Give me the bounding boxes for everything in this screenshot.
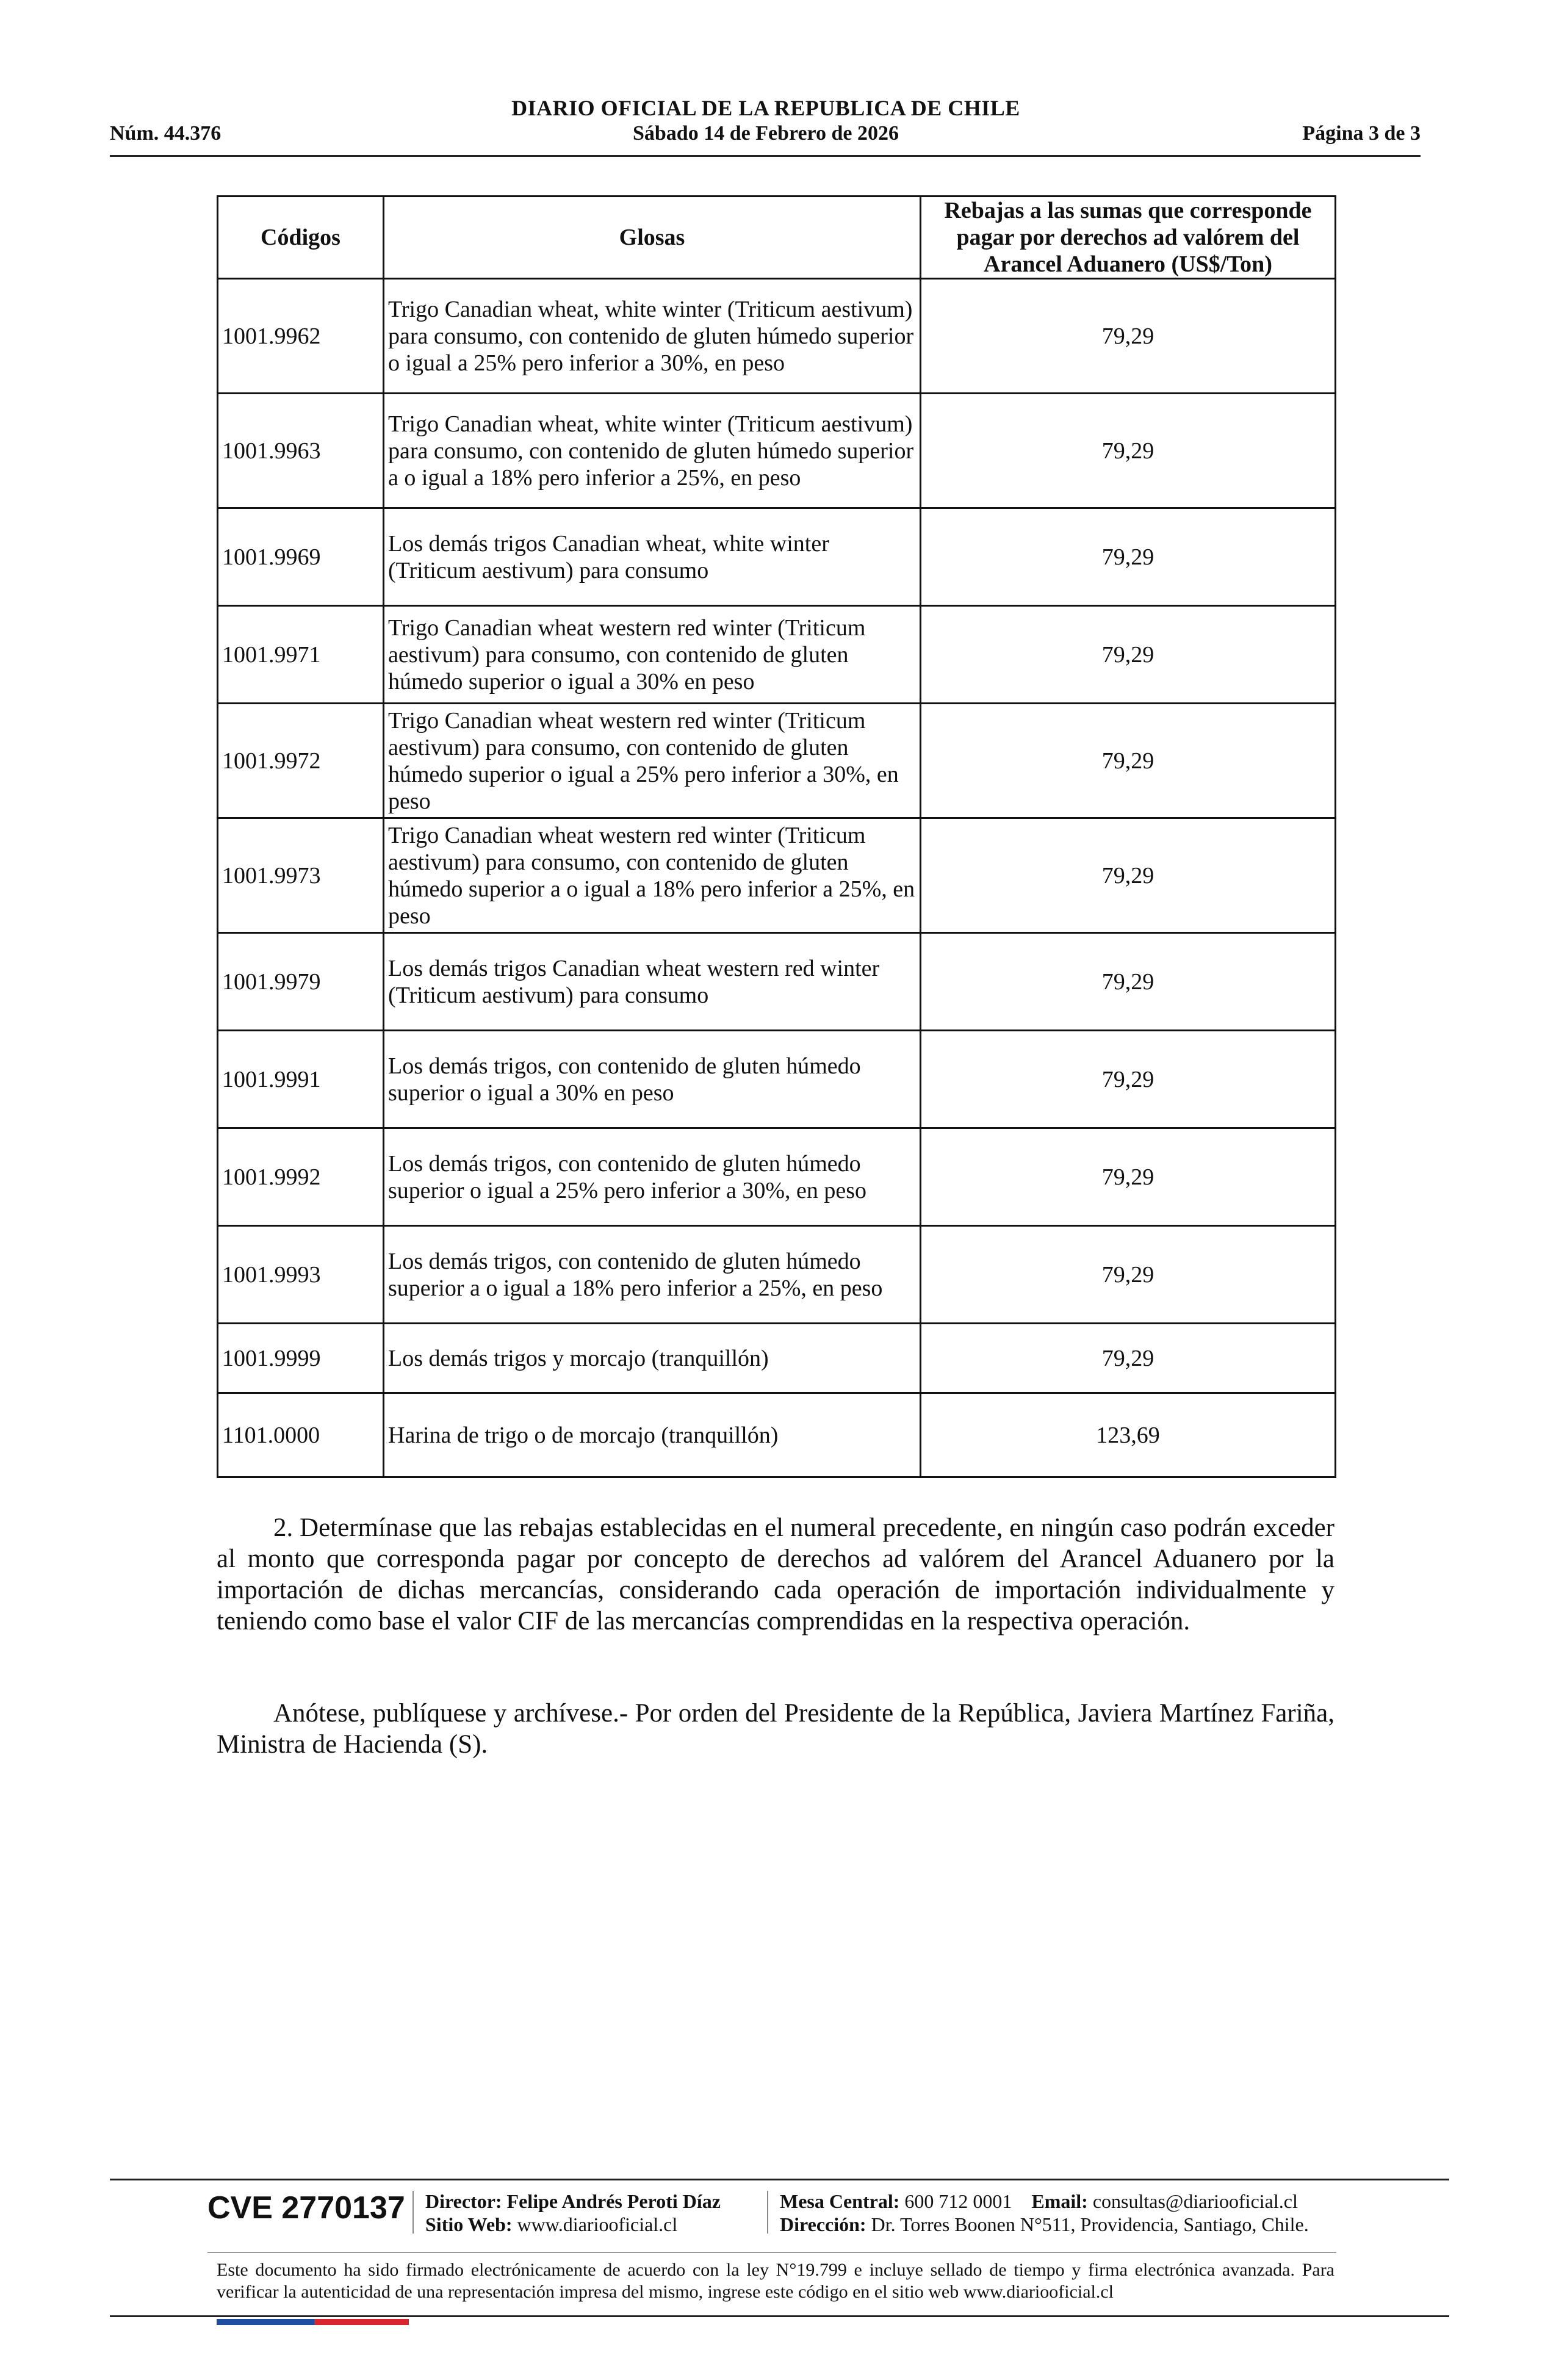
row-value: 79,29 xyxy=(921,1324,1336,1393)
director-name: Felipe Andrés Peroti Díaz xyxy=(506,2190,721,2212)
row-code: 1001.9999 xyxy=(218,1324,384,1393)
signature-note: Este documento ha sido firmado electrónicamente de acuerdo con la ley N°19.799 e incluye sellado de tiempo y firma electrónica avanzada. Para verificar la autenticidad de una representación impresa del mismo, ingrese este código en el sitio web www.diariooficial.cl xyxy=(217,2260,1334,2302)
mesa-phone: 600 712 0001 xyxy=(904,2190,1012,2212)
row-code: 1001.9971 xyxy=(218,606,384,704)
row-code: 1001.9962 xyxy=(218,279,384,394)
row-value: 79,29 xyxy=(921,933,1336,1031)
row-code: 1101.0000 xyxy=(218,1393,384,1477)
footer-separator xyxy=(412,2191,414,2234)
table-header-row xyxy=(218,197,1336,279)
paragraph-2: 2. Determínase que las rebajas establecidas en el numeral precedente, en ningún caso podrán exceder al monto que corresponda pagar por concepto de derechos ad valórem del Arancel Aduanero por la importación de dichas mercancías, considerando cada operación de importación individualmente y teniendo como base el valor CIF de las mercancías comprendidas en la respectiva operación. xyxy=(217,1513,1334,1635)
row-description: Los demás trigos, con contenido de gluten húmedo superior o igual a 25% pero inferior a 30%, en peso xyxy=(384,1128,921,1226)
footer-contact-block xyxy=(780,2190,1309,2236)
mesa-label: Mesa Central: xyxy=(780,2190,900,2212)
header-divider xyxy=(110,155,1421,157)
header-rebajas: Rebajas a las sumas que corresponde pagar por derechos ad valórem del Arancel Aduanero (US$/Ton) xyxy=(921,197,1336,279)
row-value: 79,29 xyxy=(921,394,1336,508)
row-description: Los demás trigos, con contenido de gluten húmedo superior o igual a 30% en peso xyxy=(384,1031,921,1128)
address-value: Dr. Torres Boonen N°511, Providencia, Santiago, Chile. xyxy=(871,2213,1309,2235)
email-link[interactable]: consultas@diariooficial.cl xyxy=(1092,2190,1298,2212)
cve-code: CVE 2770137 xyxy=(207,2190,405,2226)
row-description: Harina de trigo o de morcajo (tranquillón) xyxy=(384,1393,921,1477)
director-label: Director: xyxy=(425,2190,502,2212)
row-code: 1001.9972 xyxy=(218,704,384,818)
row-value: 79,29 xyxy=(921,606,1336,704)
address-label: Dirección: xyxy=(780,2213,866,2235)
table-row xyxy=(218,394,1336,508)
table-row xyxy=(218,818,1336,933)
table-row xyxy=(218,606,1336,704)
row-description: Trigo Canadian wheat, white winter (Triticum aestivum) para consumo, con contenido de gluten húmedo superior o igual a 25% pero inferior a 30%, en peso xyxy=(384,279,921,394)
site-label: Sitio Web: xyxy=(425,2213,513,2235)
table-row xyxy=(218,508,1336,606)
email-label: Email: xyxy=(1031,2190,1088,2212)
issue-number: Núm. 44.376 xyxy=(110,122,222,145)
table-row xyxy=(218,1324,1336,1393)
row-code: 1001.9973 xyxy=(218,818,384,933)
row-description: Trigo Canadian wheat, white winter (Triticum aestivum) para consumo, con contenido de gluten húmedo superior a o igual a 18% pero inferior a 25%, en peso xyxy=(384,394,921,508)
header-codes: Códigos xyxy=(218,197,384,279)
publication-title: DIARIO OFICIAL DE LA REPUBLICA DE CHILE xyxy=(511,96,1020,120)
row-description: Los demás trigos Canadian wheat western red winter (Triticum aestivum) para consumo xyxy=(384,933,921,1031)
row-description: Los demás trigos y morcajo (tranquillón) xyxy=(384,1324,921,1393)
table-row xyxy=(218,1031,1336,1128)
row-code: 1001.9979 xyxy=(218,933,384,1031)
table-row xyxy=(218,933,1336,1031)
footer-divider-bottom xyxy=(110,2315,1449,2317)
closing-paragraph: Anótese, publíquese y archívese.- Por orden del Presidente de la República, Javiera Martínez Fariña, Ministra de Hacienda (S). xyxy=(217,1699,1334,1759)
header-glosas: Glosas xyxy=(384,197,921,279)
row-code: 1001.9993 xyxy=(218,1226,384,1324)
footer-divider-middle xyxy=(207,2252,1336,2253)
table-row xyxy=(218,1393,1336,1477)
site-link[interactable]: www.diariooficial.cl xyxy=(517,2213,678,2235)
tariff-table xyxy=(217,195,1336,1478)
table-row xyxy=(218,704,1336,818)
flag-stripe-blue xyxy=(217,2319,314,2325)
row-code: 1001.9969 xyxy=(218,508,384,606)
row-value: 79,29 xyxy=(921,508,1336,606)
row-value: 79,29 xyxy=(921,279,1336,394)
issue-date: Sábado 14 de Febrero de 2026 xyxy=(632,122,899,145)
row-value: 79,29 xyxy=(921,704,1336,818)
row-code: 1001.9992 xyxy=(218,1128,384,1226)
footer-director-block xyxy=(425,2190,721,2236)
row-description: Trigo Canadian wheat western red winter (Triticum aestivum) para consumo, con contenido de gluten húmedo superior o igual a 30% en peso xyxy=(384,606,921,704)
row-description: Los demás trigos Canadian wheat, white winter (Triticum aestivum) para consumo xyxy=(384,508,921,606)
row-value: 123,69 xyxy=(921,1393,1336,1477)
footer-divider-top xyxy=(110,2179,1449,2180)
row-code: 1001.9991 xyxy=(218,1031,384,1128)
table-row xyxy=(218,1226,1336,1324)
row-value: 79,29 xyxy=(921,1226,1336,1324)
table-row xyxy=(218,1128,1336,1226)
row-value: 79,29 xyxy=(921,1128,1336,1226)
row-description: Trigo Canadian wheat western red winter (Triticum aestivum) para consumo, con contenido de gluten húmedo superior o igual a 25% pero inferior a 30%, en peso xyxy=(384,704,921,818)
page-indicator: Página 3 de 3 xyxy=(1302,122,1421,145)
row-value: 79,29 xyxy=(921,1031,1336,1128)
footer-separator xyxy=(767,2191,768,2234)
flag-stripe-red xyxy=(314,2319,409,2325)
row-description: Trigo Canadian wheat western red winter (Triticum aestivum) para consumo, con contenido de gluten húmedo superior a o igual a 18% pero inferior a 25%, en peso xyxy=(384,818,921,933)
row-description: Los demás trigos, con contenido de gluten húmedo superior a o igual a 18% pero inferior a 25%, en peso xyxy=(384,1226,921,1324)
row-value: 79,29 xyxy=(921,818,1336,933)
row-code: 1001.9963 xyxy=(218,394,384,508)
table-row xyxy=(218,279,1336,394)
